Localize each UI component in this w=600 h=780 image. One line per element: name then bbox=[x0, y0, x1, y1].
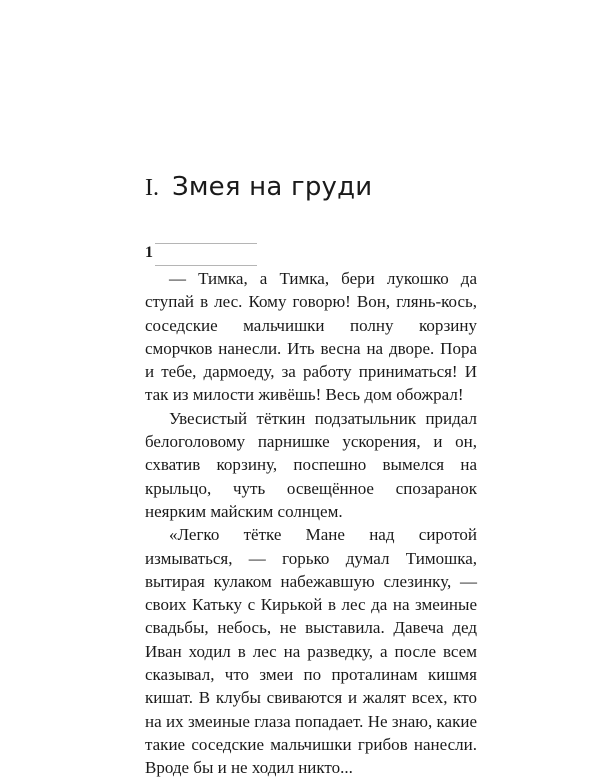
chapter-name: Змея на груди bbox=[172, 172, 373, 202]
chapter-title bbox=[145, 166, 372, 203]
body-text bbox=[145, 267, 477, 780]
section-marker bbox=[145, 243, 257, 263]
paragraph: «Легко тётке Мане над сиротой измываться, — горько думал Тимошка, вытирая кулаком набежавшую слезинку, — своих Катьку с Кирькой в лес да на змеиные свадьбы, небось, не выставила. Давеча дед Иван ходил в лес на разведку, а после всем сказывал, что змеи по проталинам кишмя кишат. В клубы свиваются и жалят всех, кто на их змеиные глаза попадает. Не знаю, какие такие соседские мальчишки грибов нанесли. Вроде бы и не ходил никто... bbox=[145, 525, 477, 778]
section-number: 1 bbox=[145, 244, 153, 261]
section-rule-bottom bbox=[155, 265, 257, 266]
paragraph: — Тимка, а Тимка, бери лукошко да ступай в лес. Кому говорю! Вон, глянь-кось, соседские мальчишки полну корзину сморчков нанесли. Ить весна на дворе. Пора и тебе, дармоеду, за работу приниматься! И так из милости живёшь! Весь дом обожрал! bbox=[145, 269, 477, 405]
paragraph: Увесистый тёткин подзатыльник придал белоголовому парнишке ускорения, и он, схватив корзину, поспешно вымелся на крыльцо, чуть освещённое спозаранок неярким майским солнцем. bbox=[145, 408, 477, 521]
section-rule-top bbox=[155, 243, 257, 244]
chapter-number: I. bbox=[145, 175, 159, 201]
